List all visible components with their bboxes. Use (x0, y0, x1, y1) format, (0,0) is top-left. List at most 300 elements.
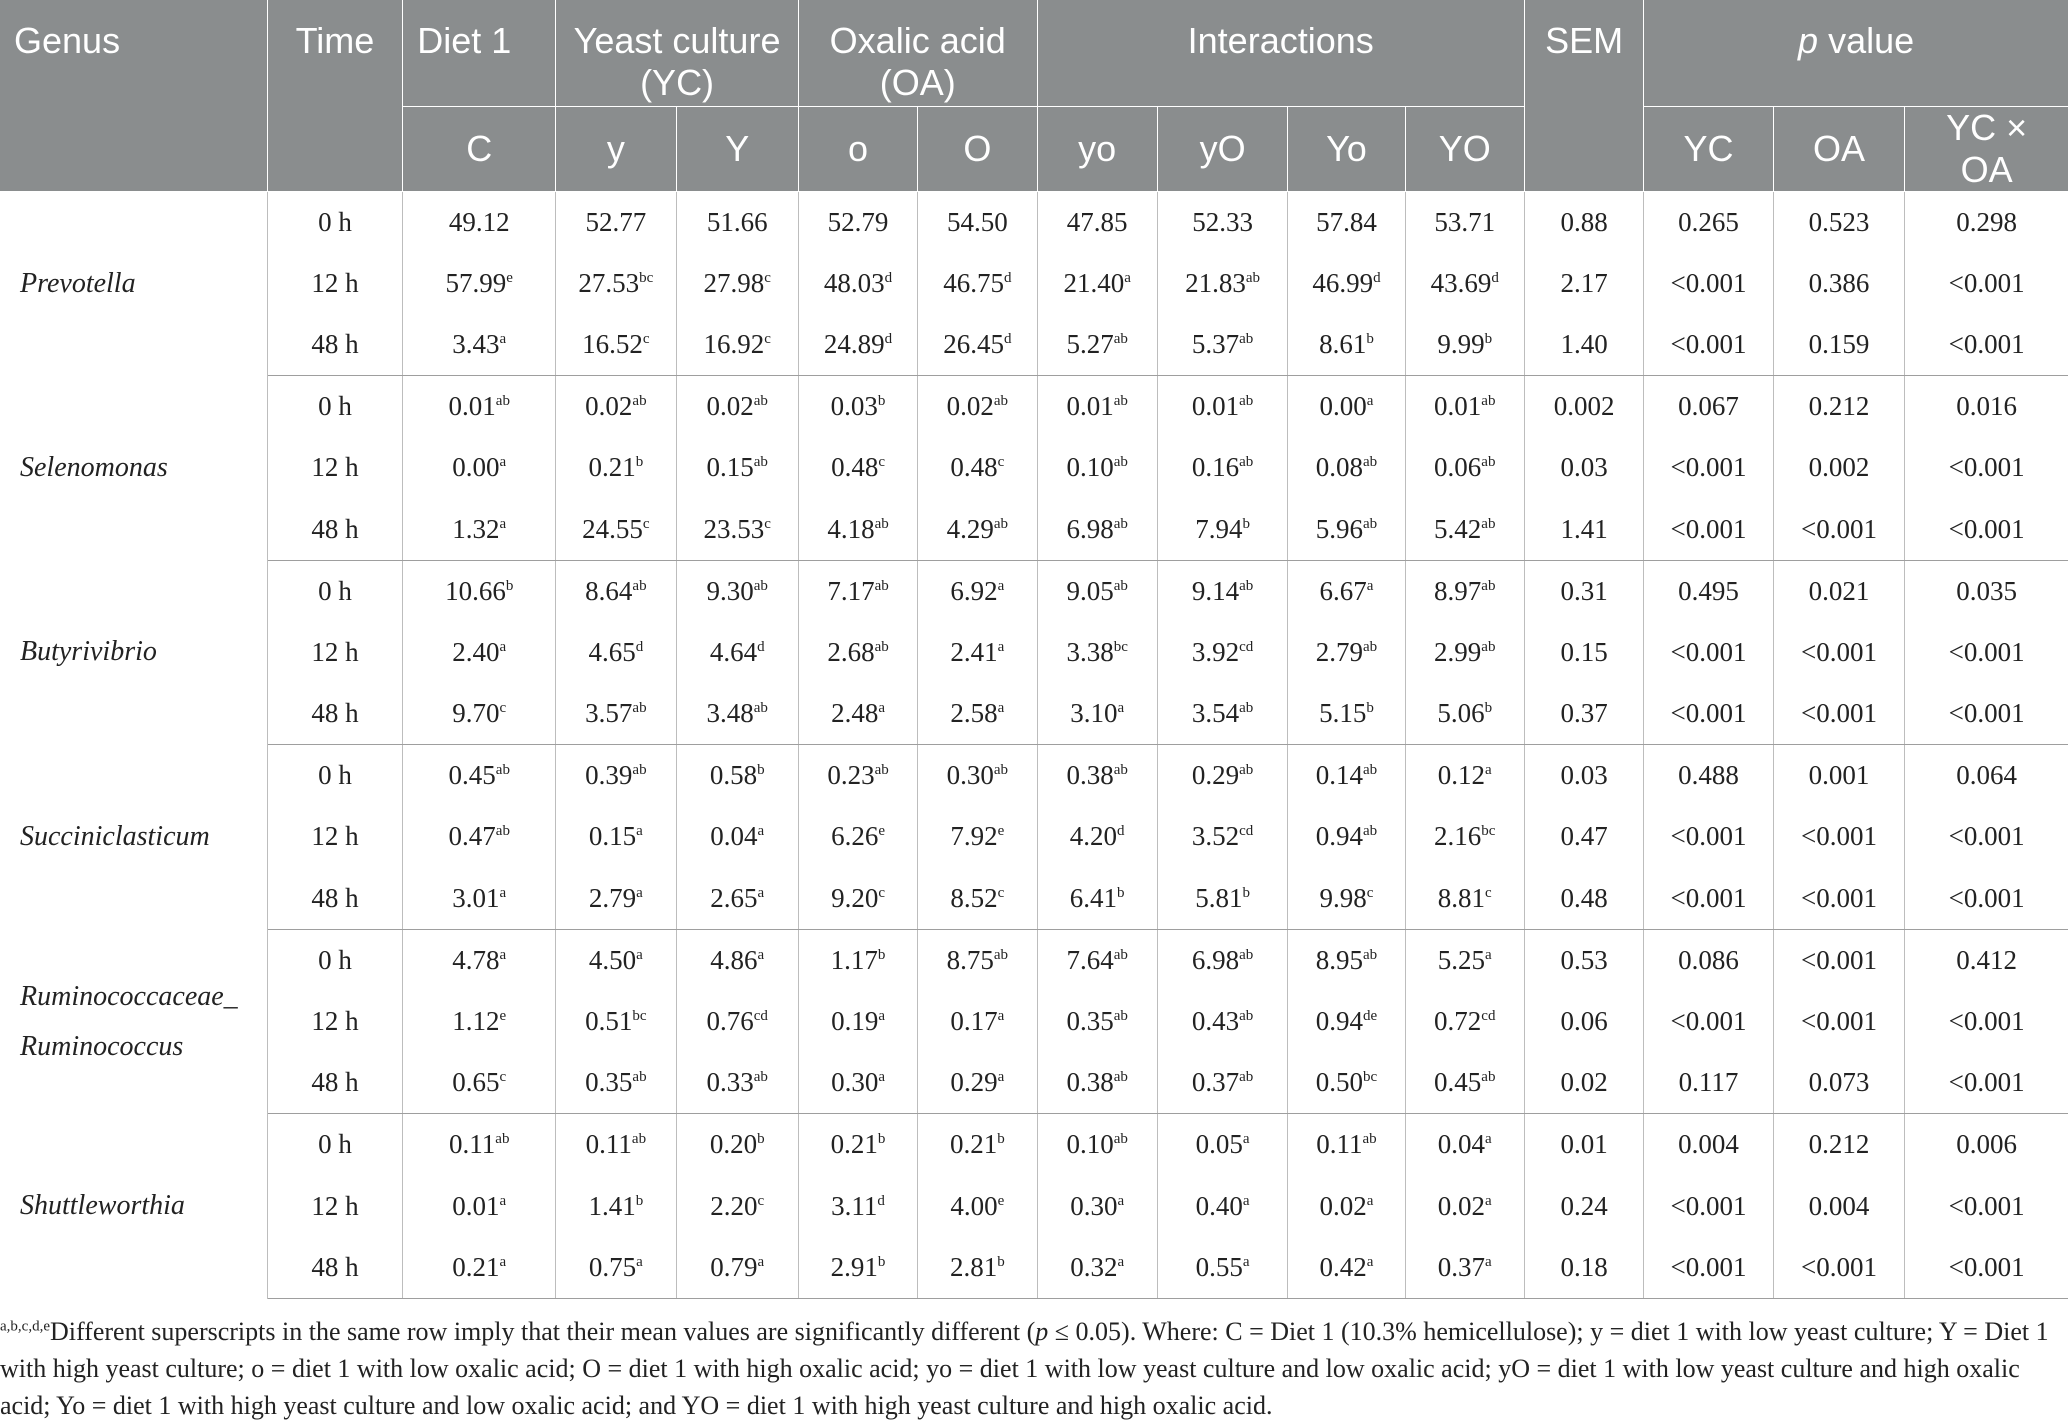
value-cell (1405, 683, 1524, 745)
significance-superscript: a (1366, 1192, 1374, 1209)
value-text: 0.33 (706, 1067, 754, 1098)
subheader-c: C (403, 106, 556, 191)
value-cell (1288, 1176, 1405, 1237)
sem-cell: 0.06 (1524, 991, 1643, 1052)
p-value-cell: <0.001 (1644, 868, 1774, 930)
value-text: 0.94 (1315, 1006, 1363, 1037)
footnote-p: p (1035, 1316, 1049, 1346)
value-cell (1405, 191, 1524, 253)
p-value-cell: 0.386 (1773, 253, 1905, 314)
value-cell (918, 314, 1037, 376)
value-cell (1405, 868, 1524, 930)
value-text: 1.12 (452, 1006, 500, 1037)
significance-superscript: c (997, 884, 1005, 901)
significance-superscript: a (757, 946, 765, 963)
significance-superscript: ab (632, 762, 647, 779)
significance-superscript: ab (1239, 454, 1254, 471)
value-text: 0.30 (946, 760, 994, 791)
value-text: 5.42 (1434, 513, 1482, 544)
significance-superscript: e (506, 269, 513, 286)
value-text: 57.84 (1316, 206, 1377, 237)
value-text: 1.17 (830, 944, 878, 975)
value-text: 0.45 (448, 760, 496, 791)
significance-superscript: b (997, 1131, 1005, 1148)
significance-superscript: ab (993, 762, 1009, 779)
p-value-cell: <0.001 (1644, 806, 1774, 867)
time-cell: 0 h (267, 929, 403, 991)
value-cell (1405, 560, 1524, 622)
significance-superscript: ab (874, 762, 889, 779)
p-value-cell: 0.523 (1773, 191, 1905, 253)
value-text: 0.01 (452, 1190, 500, 1221)
time-cell: 48 h (267, 868, 403, 930)
value-cell (403, 1237, 556, 1299)
significance-superscript: ab (495, 1131, 510, 1148)
value-cell (918, 498, 1037, 560)
time-cell: 0 h (267, 745, 403, 807)
significance-superscript: c (499, 1069, 507, 1086)
p-value-cell: 0.001 (1773, 745, 1905, 807)
footnote-text-1: Different superscripts in the same row imply that their mean values are significantly different ( (49, 1316, 1036, 1346)
value-text: 2.58 (950, 698, 998, 729)
significance-superscript: d (757, 638, 765, 655)
p-value-cell: <0.001 (1644, 437, 1774, 498)
significance-superscript: d (1117, 823, 1125, 840)
p-value-cell: <0.001 (1948, 452, 2025, 483)
value-cell (556, 1237, 676, 1299)
p-value-cell: <0.001 (1644, 622, 1774, 683)
value-text: 8.95 (1315, 944, 1363, 975)
time-cell: 0 h (267, 376, 403, 438)
value-text: 0.43 (1191, 1006, 1240, 1037)
significance-superscript: ab (1113, 577, 1128, 594)
p-value-cell: <0.001 (1948, 1006, 2025, 1037)
value-text: 3.43 (452, 328, 500, 359)
table-row (0, 1176, 2068, 1237)
significance-superscript: b (877, 393, 886, 410)
value-text: 9.70 (452, 698, 500, 729)
value-cell (676, 314, 798, 376)
subheader-p-yc: YC (1644, 106, 1774, 191)
value-text: 0.79 (710, 1251, 758, 1282)
value-text: 53.71 (1434, 206, 1496, 237)
significance-superscript: c (757, 1192, 765, 1209)
value-cell (1405, 929, 1524, 991)
value-cell (403, 683, 556, 745)
significance-superscript: ab (1481, 393, 1496, 410)
value-cell (556, 991, 676, 1052)
table-row (0, 437, 2068, 498)
value-cell (1288, 253, 1405, 314)
value-cell (798, 560, 917, 622)
p-value-cell: 0.086 (1644, 929, 1774, 991)
significance-superscript: a (1124, 269, 1131, 286)
value-text: 0.11 (585, 1129, 632, 1160)
significance-superscript: d (877, 1192, 885, 1209)
significance-superscript: a (1366, 577, 1374, 594)
significance-superscript: ab (495, 762, 510, 779)
value-text: 57.99 (445, 267, 507, 298)
significance-superscript: cd (1481, 1008, 1496, 1025)
value-cell (918, 929, 1037, 991)
table-row (0, 498, 2068, 560)
significance-superscript: ab (1245, 269, 1261, 286)
value-cell (1157, 437, 1288, 498)
value-text: 27.98 (703, 267, 765, 298)
value-cell (1288, 1114, 1405, 1176)
significance-superscript: b (997, 1253, 1005, 1270)
significance-superscript: ab (753, 577, 768, 594)
significance-superscript: ab (1481, 454, 1496, 471)
significance-superscript: a (636, 946, 643, 963)
time-cell: 12 h (267, 253, 403, 314)
p-value-cell: <0.001 (1644, 991, 1774, 1052)
p-value-cell: 0.159 (1773, 314, 1905, 376)
time-cell: 12 h (267, 991, 403, 1052)
p-value-cell: <0.001 (1773, 991, 1905, 1052)
value-text: 0.47 (448, 821, 496, 852)
significance-superscript: a (1242, 1253, 1250, 1270)
value-cell (1288, 991, 1405, 1052)
value-text: 4.20 (1069, 821, 1118, 852)
value-text: 3.01 (452, 882, 500, 913)
value-cell (676, 991, 798, 1052)
header-p-rest: value (1818, 20, 1915, 61)
significance-superscript: d (1373, 269, 1381, 286)
significance-superscript: c (1366, 884, 1374, 901)
time-cell: 48 h (267, 498, 403, 560)
p-value-cell: <0.001 (1948, 267, 2025, 298)
significance-superscript: ab (874, 638, 889, 655)
value-text: 46.75 (943, 267, 1004, 298)
sem-cell: 0.002 (1524, 376, 1643, 438)
sem-cell: 0.53 (1524, 929, 1643, 991)
value-text: 47.85 (1066, 206, 1128, 237)
significance-superscript: a (1117, 700, 1125, 717)
significance-superscript: d (1003, 269, 1012, 286)
significance-superscript: a (997, 700, 1005, 717)
sem-cell: 0.37 (1524, 683, 1643, 745)
sem-cell: 0.03 (1524, 437, 1643, 498)
value-cell (1157, 1237, 1288, 1299)
value-text: 3.52 (1191, 821, 1240, 852)
value-text: 1.32 (452, 513, 500, 544)
significance-superscript: c (764, 269, 771, 286)
value-text: 6.41 (1069, 882, 1118, 913)
value-cell (1288, 1052, 1405, 1114)
significance-superscript: a (636, 884, 643, 901)
header-sem: SEM (1524, 0, 1643, 191)
value-cell (918, 560, 1037, 622)
header-yeast-culture: Yeast culture (YC) (556, 0, 799, 106)
value-cell (798, 1114, 917, 1176)
value-cell (1037, 1176, 1157, 1237)
value-cell (1405, 376, 1524, 438)
value-text: 0.10 (1066, 1129, 1114, 1160)
significance-superscript: b (757, 762, 765, 779)
p-value-cell: 0.073 (1773, 1052, 1905, 1114)
p-value-cell: 0.021 (1773, 560, 1905, 622)
header-oxalic-acid: Oxalic acid (OA) (798, 0, 1037, 106)
value-text: 6.26 (831, 821, 879, 852)
value-cell (918, 991, 1037, 1052)
value-text: 2.48 (831, 698, 879, 729)
subheader-y-low: y (556, 106, 676, 191)
value-cell (798, 253, 917, 314)
genus-cell: Ruminococcaceae_ Ruminococcus (0, 929, 267, 1114)
value-text: 48.03 (823, 267, 885, 298)
value-cell (1288, 376, 1405, 438)
value-cell (1405, 314, 1524, 376)
significance-superscript: c (1485, 884, 1492, 901)
value-cell (798, 1176, 917, 1237)
table-body (0, 191, 2068, 1298)
p-value-cell: 0.004 (1773, 1176, 1905, 1237)
value-cell (556, 253, 676, 314)
value-cell (918, 437, 1037, 498)
value-text: 0.20 (709, 1129, 758, 1160)
value-text: 2.40 (452, 636, 500, 667)
value-cell (1405, 1114, 1524, 1176)
table-row (0, 1237, 2068, 1299)
table-row (0, 806, 2068, 867)
significance-superscript: ab (632, 577, 647, 594)
value-text: 0.16 (1191, 452, 1240, 483)
value-text: 0.14 (1315, 760, 1363, 791)
table-header (0, 0, 2068, 191)
value-text: 6.98 (1066, 513, 1114, 544)
value-cell (676, 745, 798, 807)
value-cell (798, 745, 917, 807)
p-value-cell: 0.002 (1773, 437, 1905, 498)
significance-superscript: ab (1239, 1069, 1254, 1086)
significance-superscript: ab (1239, 577, 1254, 594)
value-text: 0.38 (1066, 1067, 1114, 1098)
value-cell (1037, 745, 1157, 807)
sem-cell: 2.17 (1524, 253, 1643, 314)
table-row (0, 191, 2068, 253)
value-cell (676, 1237, 798, 1299)
value-text: 6.67 (1319, 575, 1367, 606)
significance-superscript: bc (639, 269, 654, 286)
value-text: 9.99 (1437, 328, 1485, 359)
time-cell: 0 h (267, 560, 403, 622)
value-text: 5.27 (1066, 328, 1114, 359)
significance-superscript: a (878, 700, 886, 717)
value-text: 2.20 (710, 1190, 758, 1221)
time-cell: 12 h (267, 1176, 403, 1237)
significance-superscript: b (1366, 330, 1374, 347)
value-text: 0.01 (1434, 391, 1482, 422)
value-text: 0.15 (706, 452, 754, 483)
subheader-y-high: Y (676, 106, 798, 191)
value-text: 0.32 (1070, 1251, 1118, 1282)
value-cell (556, 745, 676, 807)
significance-superscript: a (499, 454, 507, 471)
table-row (0, 683, 2068, 745)
value-text: 2.91 (830, 1251, 878, 1282)
value-text: 1.41 (588, 1190, 636, 1221)
significance-superscript: a (757, 823, 765, 840)
value-text: 0.00 (1319, 391, 1367, 422)
significance-superscript: ab (1481, 515, 1496, 532)
time-cell: 48 h (267, 683, 403, 745)
subheader-yo: yo (1037, 106, 1157, 191)
significance-superscript: a (636, 823, 643, 840)
value-text: 0.58 (709, 760, 758, 791)
subheader-o-low: o (798, 106, 917, 191)
value-text: 0.06 (1434, 452, 1482, 483)
p-value-cell: 0.495 (1644, 560, 1774, 622)
value-text: 0.02 (706, 391, 754, 422)
value-cell (1157, 806, 1288, 867)
value-text: 27.53 (578, 267, 640, 298)
significance-superscript: b (1484, 700, 1493, 717)
value-cell (1037, 806, 1157, 867)
value-text: 51.66 (706, 206, 768, 237)
p-value-cell: 0.067 (1644, 376, 1774, 438)
value-cell (798, 991, 917, 1052)
value-text: 7.94 (1195, 513, 1243, 544)
value-cell (1157, 868, 1288, 930)
significance-superscript: ab (753, 1069, 768, 1086)
table-row (0, 376, 2068, 438)
p-value-cell: <0.001 (1644, 314, 1774, 376)
sem-cell: 0.48 (1524, 868, 1643, 930)
value-text: 0.42 (1319, 1251, 1367, 1282)
value-cell (1037, 376, 1157, 438)
significance-superscript: ab (1362, 823, 1378, 840)
value-cell (1405, 1176, 1524, 1237)
value-cell (676, 868, 798, 930)
genus-cell: Shuttleworthia (0, 1114, 267, 1299)
value-cell (918, 1114, 1037, 1176)
table-row (0, 1052, 2068, 1114)
value-text: 0.23 (827, 760, 875, 791)
significance-superscript: b (1484, 330, 1493, 347)
time-cell: 0 h (267, 1114, 403, 1176)
value-cell (556, 191, 676, 253)
sem-cell: 1.41 (1524, 498, 1643, 560)
significance-superscript: a (1485, 762, 1492, 779)
value-text: 52.33 (1192, 206, 1253, 237)
value-text: 0.29 (950, 1067, 998, 1098)
value-cell (1157, 1114, 1288, 1176)
value-cell (556, 560, 676, 622)
value-text: 0.48 (831, 452, 879, 483)
value-text: 8.75 (946, 944, 994, 975)
value-text: 2.41 (950, 636, 998, 667)
value-text: 0.11 (1316, 1129, 1363, 1160)
table-row (0, 868, 2068, 930)
significance-superscript: b (1242, 515, 1250, 532)
value-cell (556, 929, 676, 991)
sem-cell: 0.03 (1524, 745, 1643, 807)
value-cell (1288, 806, 1405, 867)
value-cell (676, 1114, 798, 1176)
footnote (0, 1299, 2068, 1424)
value-cell (1288, 191, 1405, 253)
value-text: 7.64 (1066, 944, 1114, 975)
value-text: 2.81 (949, 1251, 998, 1282)
subheader-p-oa: OA (1773, 106, 1905, 191)
significance-superscript: ab (1113, 393, 1128, 410)
significance-superscript: a (1242, 1131, 1250, 1148)
p-value-cell: <0.001 (1773, 498, 1905, 560)
value-text: 0.35 (1066, 1006, 1114, 1037)
value-cell (1037, 1052, 1157, 1114)
significance-superscript: ab (1362, 762, 1378, 779)
subheader-yO: yO (1157, 106, 1288, 191)
sem-cell: 0.88 (1524, 191, 1643, 253)
value-cell (676, 560, 798, 622)
footnote-text-2: ≤ 0.05). Where: C = Diet 1 (10.3% hemicellulose); y = diet 1 with low yeast culture; Y = Diet 1 with high yeast culture; o = diet 1 with low oxalic acid; O = diet 1 with high oxalic acid; yo = diet 1 with low yeast culture and low oxalic acid; yO = diet 1 with low yeast culture and high oxalic acid; Yo = diet 1 with high yeast culture and low oxalic acid; and YO = diet 1 with high yeast culture and high oxalic acid. (0, 1316, 2049, 1420)
value-text: 26.45 (943, 328, 1004, 359)
significance-superscript: b (1366, 700, 1374, 717)
value-text: 10.66 (445, 575, 506, 606)
header-p-italic: p (1798, 20, 1819, 61)
significance-superscript: ab (495, 823, 510, 840)
value-text: 0.21 (588, 452, 636, 483)
significance-superscript: d (635, 638, 644, 655)
p-value-cell: <0.001 (1644, 253, 1774, 314)
significance-superscript: d (884, 269, 893, 286)
table-row (0, 560, 2068, 622)
value-text: 0.65 (452, 1067, 500, 1098)
significance-superscript: a (878, 1069, 886, 1086)
subheader-Yo: Yo (1288, 106, 1405, 191)
significance-superscript: ab (753, 454, 768, 471)
value-cell (676, 622, 798, 683)
value-text: 3.92 (1191, 636, 1240, 667)
value-text: 43.69 (1430, 267, 1492, 298)
significance-superscript: c (499, 700, 507, 717)
value-cell (918, 376, 1037, 438)
value-text: 0.02 (585, 391, 633, 422)
sem-cell: 0.15 (1524, 622, 1643, 683)
value-text: 5.25 (1437, 944, 1486, 975)
significance-superscript: ab (495, 393, 510, 410)
significance-superscript: a (499, 330, 507, 347)
value-cell (798, 868, 917, 930)
value-text: 0.21 (452, 1251, 500, 1282)
value-cell (676, 806, 798, 867)
significance-superscript: b (757, 1131, 765, 1148)
value-text: 5.06 (1437, 698, 1485, 729)
genus-cell: Prevotella (0, 191, 267, 376)
value-cell (1157, 314, 1288, 376)
sem-cell: 0.02 (1524, 1052, 1643, 1114)
significance-superscript: ab (631, 1131, 647, 1148)
value-text: 0.19 (831, 1006, 879, 1037)
value-text: 9.30 (706, 575, 754, 606)
value-text: 2.99 (1434, 636, 1482, 667)
significance-superscript: ab (1113, 946, 1128, 963)
significance-superscript: ab (1239, 946, 1254, 963)
value-cell (1037, 191, 1157, 253)
value-cell (1405, 991, 1524, 1052)
value-cell (1157, 498, 1288, 560)
significance-superscript: ab (1113, 330, 1128, 347)
value-cell (1405, 437, 1524, 498)
significance-superscript: bc (1113, 638, 1128, 655)
value-text: 0.21 (830, 1129, 878, 1160)
significance-superscript: e (499, 1008, 507, 1025)
p-value-cell: 0.006 (1956, 1129, 2017, 1160)
significance-superscript: a (636, 1253, 643, 1270)
value-cell (403, 929, 556, 991)
value-cell (403, 806, 556, 867)
